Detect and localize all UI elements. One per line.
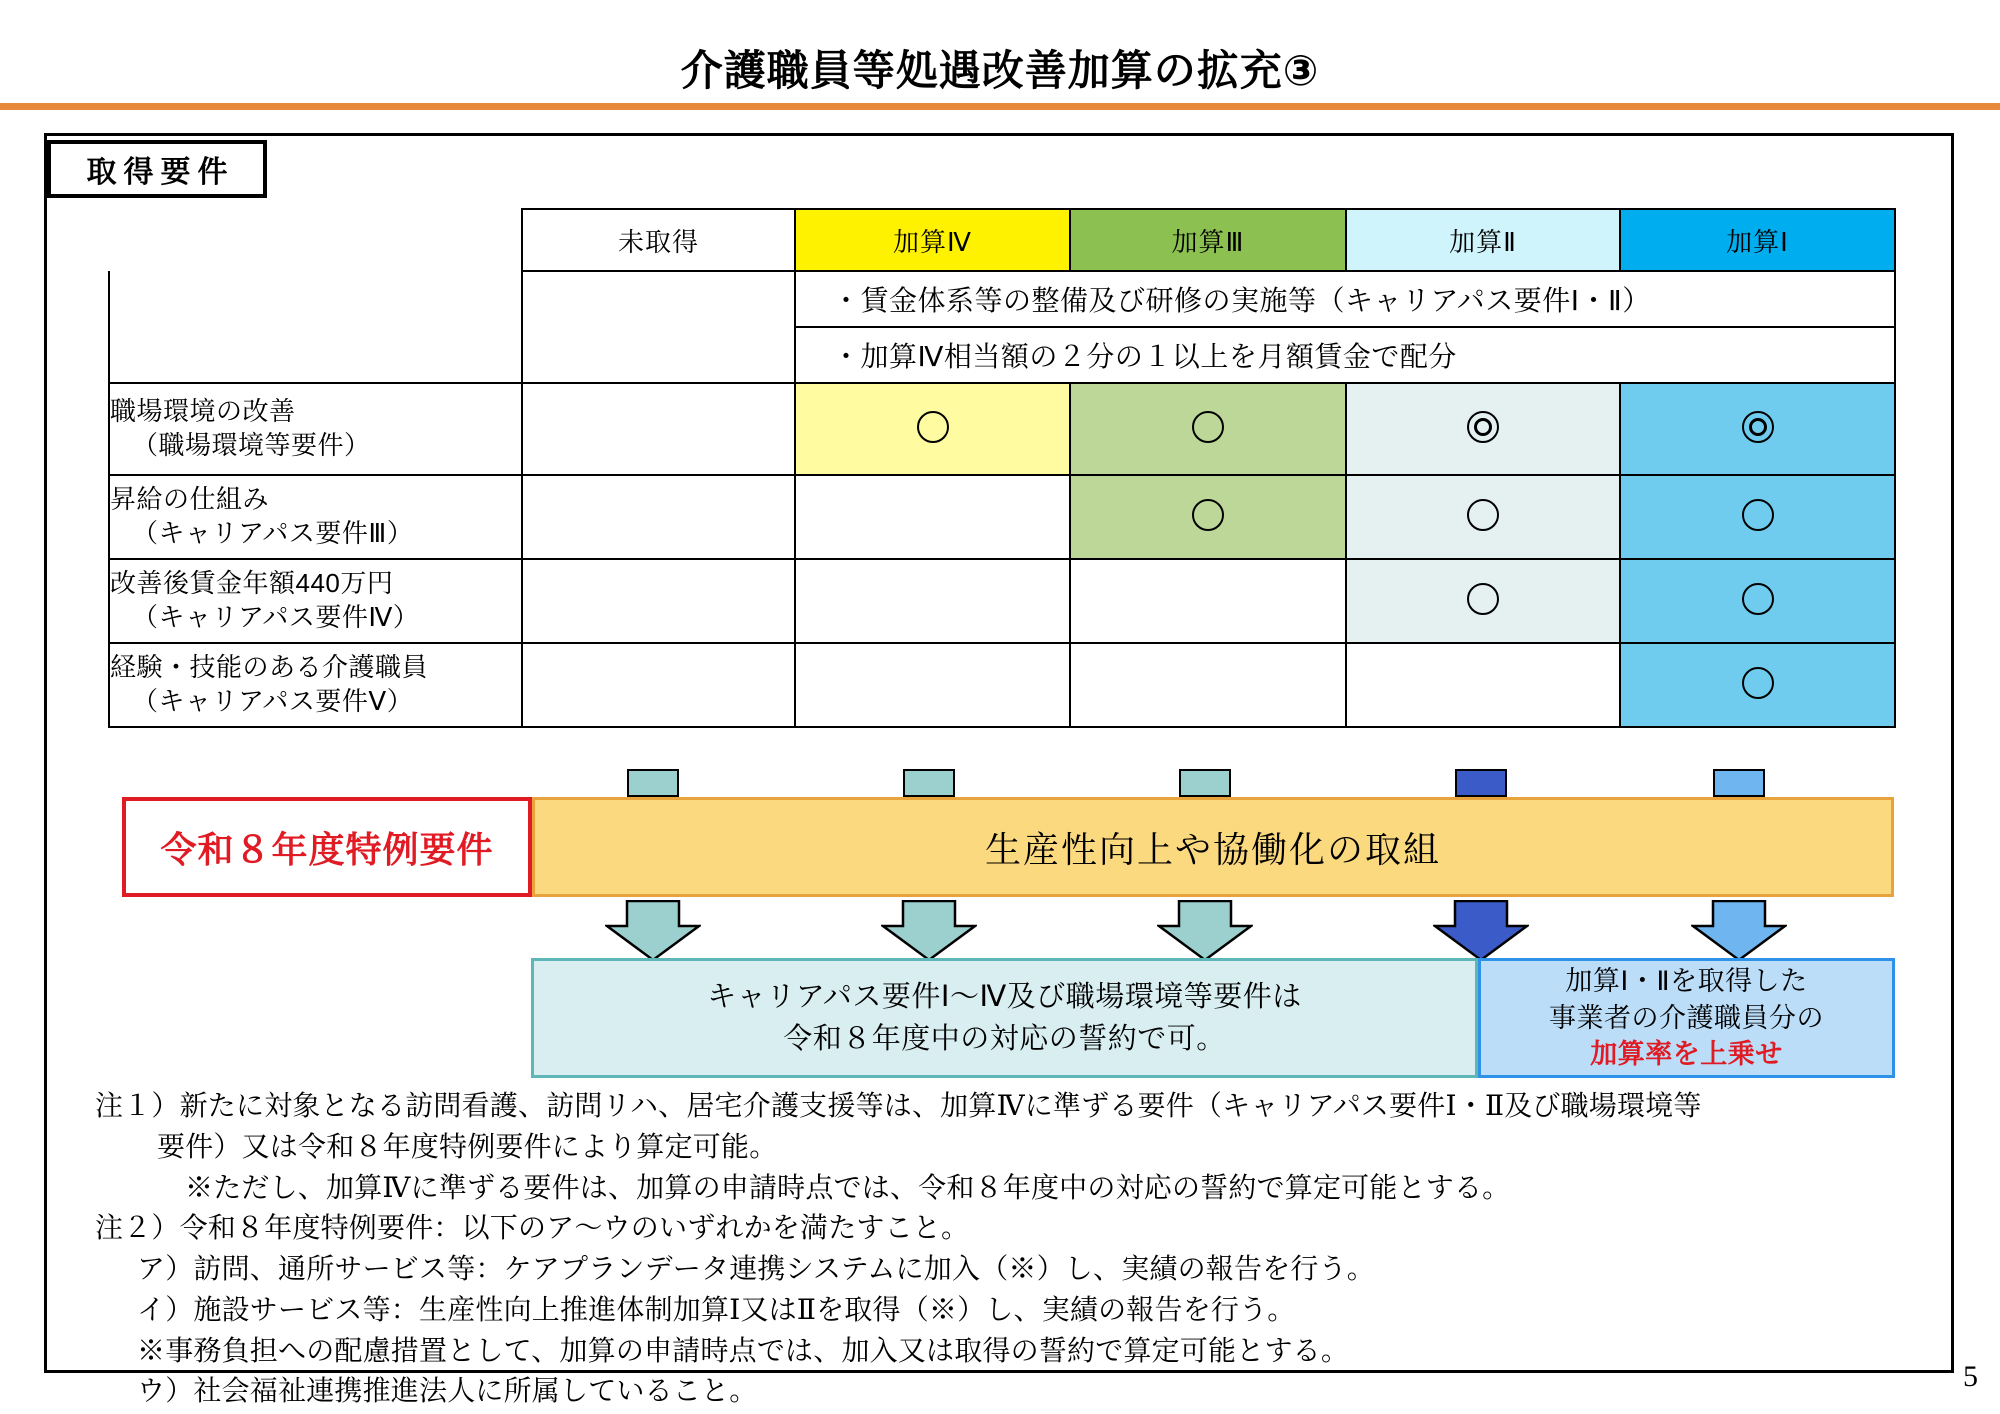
cell-wage440-kasan1	[1620, 559, 1895, 643]
cell-workplace-kasan2	[1346, 383, 1620, 475]
row-label-line2: （キャリアパス要件Ⅴ）	[132, 686, 414, 716]
cell-payraise-kasan2	[1346, 475, 1620, 559]
note2-subnote: ※事務負担への配慮措置として、加算の申請時点では、加入又は取得の誓約で算定可能とする。	[137, 1335, 1350, 1367]
row-label-line2: （キャリアパス要件Ⅳ）	[132, 602, 420, 632]
table-row	[109, 643, 1895, 727]
circle-mark-icon	[1741, 582, 1775, 616]
cell-wage440-kasan3	[1070, 559, 1346, 643]
page-number: 5	[1963, 1360, 1978, 1393]
special-requirement-box: 令和８年度特例要件	[122, 797, 532, 897]
title-divider	[0, 103, 2000, 110]
table-row	[109, 475, 1895, 559]
requirements-table	[108, 208, 1896, 728]
down-arrow-kasan1	[1691, 900, 1787, 962]
header-kasan1: 加算Ⅰ	[1620, 209, 1895, 271]
table-header-row	[109, 209, 1895, 271]
row-label-annual-wage-440	[109, 559, 522, 643]
spanning-row-2-label-empty	[109, 327, 522, 383]
row-label-line1: 職場環境の改善	[110, 396, 296, 427]
note2-item-i: イ）施設サービス等：生産性向上推進体制加算Ⅰ又はⅡを取得（※）し、実績の報告を行う。	[137, 1294, 1296, 1326]
spanning-row-1-label-empty	[109, 271, 522, 327]
connector-stub-kasan4	[903, 769, 955, 797]
row-label-line1: 経験・技能のある介護職員	[110, 652, 429, 683]
row-label-experienced-staff	[109, 643, 522, 727]
connector-stub-mitoku	[627, 769, 679, 797]
connector-stub-kasan1	[1713, 769, 1765, 797]
cell-payraise-kasan4	[795, 475, 1070, 559]
cell-wage440-kasan2	[1346, 559, 1620, 643]
cell-experienced-kasan1	[1620, 643, 1895, 727]
result-right-line2: 事業者の介護職員分の	[1549, 1002, 1824, 1033]
circle-mark-icon	[1191, 498, 1225, 532]
down-arrow-mitoku	[605, 900, 701, 962]
header-kasan3: 加算Ⅲ	[1070, 209, 1346, 271]
double-circle-mark-icon	[1466, 410, 1500, 444]
circle-mark-icon	[1741, 498, 1775, 532]
productivity-band: 生産性向上や協働化の取組	[532, 797, 1894, 897]
circle-mark-icon	[916, 410, 950, 444]
table-row	[109, 559, 1895, 643]
note2-item-u: ウ）社会福祉連携推進法人に所属していること。	[137, 1376, 758, 1408]
spanning-row-1-mitoku-empty	[522, 271, 795, 327]
row-label-workplace-environment	[109, 383, 522, 475]
circle-mark-icon	[1466, 498, 1500, 532]
note2-item-a: ア）訪問、通所サービス等：ケアプランデータ連携システムに加入（※）し、実績の報告を行う。	[137, 1254, 1376, 1285]
note1-line2: 要件）又は令和８年度特例要件により算定可能。	[157, 1131, 778, 1163]
row-label-line1: 昇給の仕組み	[110, 484, 270, 515]
row-label-pay-raise-system	[109, 475, 522, 559]
spanning-row-2-text: ・加算Ⅳ相当額の２分の１以上を月額賃金で配分	[795, 327, 1895, 383]
result-left-line1: キャリアパス要件Ⅰ～Ⅳ及び職場環境等要件は	[707, 980, 1302, 1013]
section-badge: 取得要件	[47, 140, 267, 198]
result-box-pledge	[531, 958, 1478, 1078]
cell-payraise-mitoku	[522, 475, 795, 559]
circle-mark-icon	[1741, 666, 1775, 700]
note1-line3: ※ただし、加算Ⅳに準ずる要件は、加算の申請時点では、令和８年度中の対応の誓約で算定可能とする。	[185, 1172, 1511, 1204]
header-mitoku: 未取得	[522, 209, 795, 271]
cell-experienced-kasan4	[795, 643, 1070, 727]
spanning-row-2-mitoku-empty	[522, 327, 795, 383]
row-label-line2: （キャリアパス要件Ⅲ）	[132, 518, 414, 548]
cell-wage440-kasan4	[795, 559, 1070, 643]
result-left-line2: 令和８年度中の対応の誓約で可。	[783, 1023, 1226, 1055]
table-row	[109, 327, 1895, 383]
cell-workplace-kasan1	[1620, 383, 1895, 475]
page-title: 介護職員等処遇改善加算の拡充③	[680, 47, 1320, 94]
spanning-row-1-text: ・賃金体系等の整備及び研修の実施等（キャリアパス要件Ⅰ・Ⅱ）	[795, 271, 1895, 327]
cell-experienced-kasan3	[1070, 643, 1346, 727]
cell-wage440-mitoku	[522, 559, 795, 643]
footnotes	[95, 1087, 1905, 1413]
down-arrow-kasan4	[881, 900, 977, 962]
double-circle-mark-icon	[1741, 410, 1775, 444]
cell-experienced-mitoku	[522, 643, 795, 727]
result-right-line3-highlight: 加算率を上乗せ	[1590, 1039, 1783, 1070]
table-row	[109, 383, 1895, 475]
header-corner-empty	[109, 209, 522, 271]
result-box-rate-bonus	[1478, 958, 1895, 1078]
cell-experienced-kasan2	[1346, 643, 1620, 727]
cell-workplace-kasan4	[795, 383, 1070, 475]
circle-mark-icon	[1191, 410, 1225, 444]
connector-stub-kasan2	[1455, 769, 1507, 797]
cell-payraise-kasan1	[1620, 475, 1895, 559]
circle-mark-icon	[1466, 582, 1500, 616]
header-kasan2: 加算Ⅱ	[1346, 209, 1620, 271]
down-arrow-kasan3	[1157, 900, 1253, 962]
cell-workplace-kasan3	[1070, 383, 1346, 475]
cell-payraise-kasan3	[1070, 475, 1346, 559]
note1-line1: 注１）新たに対象となる訪問看護、訪問リハ、居宅介護支援等は、加算Ⅳに準ずる要件（キャリアパス要件Ⅰ・Ⅱ及び職場環境等	[95, 1091, 1702, 1122]
down-arrow-kasan2	[1433, 900, 1529, 962]
result-right-line1: 加算Ⅰ・Ⅱを取得した	[1565, 966, 1808, 997]
row-label-line2: （職場環境等要件）	[132, 430, 371, 460]
header-kasan4: 加算Ⅳ	[795, 209, 1070, 271]
row-label-line1: 改善後賃金年額440万円	[110, 568, 394, 599]
table-row	[109, 271, 1895, 327]
note2-line1: 注２）令和８年度特例要件：以下のア～ウのいずれかを満たすこと。	[95, 1213, 970, 1245]
cell-workplace-mitoku	[522, 383, 795, 475]
connector-stub-kasan3	[1179, 769, 1231, 797]
